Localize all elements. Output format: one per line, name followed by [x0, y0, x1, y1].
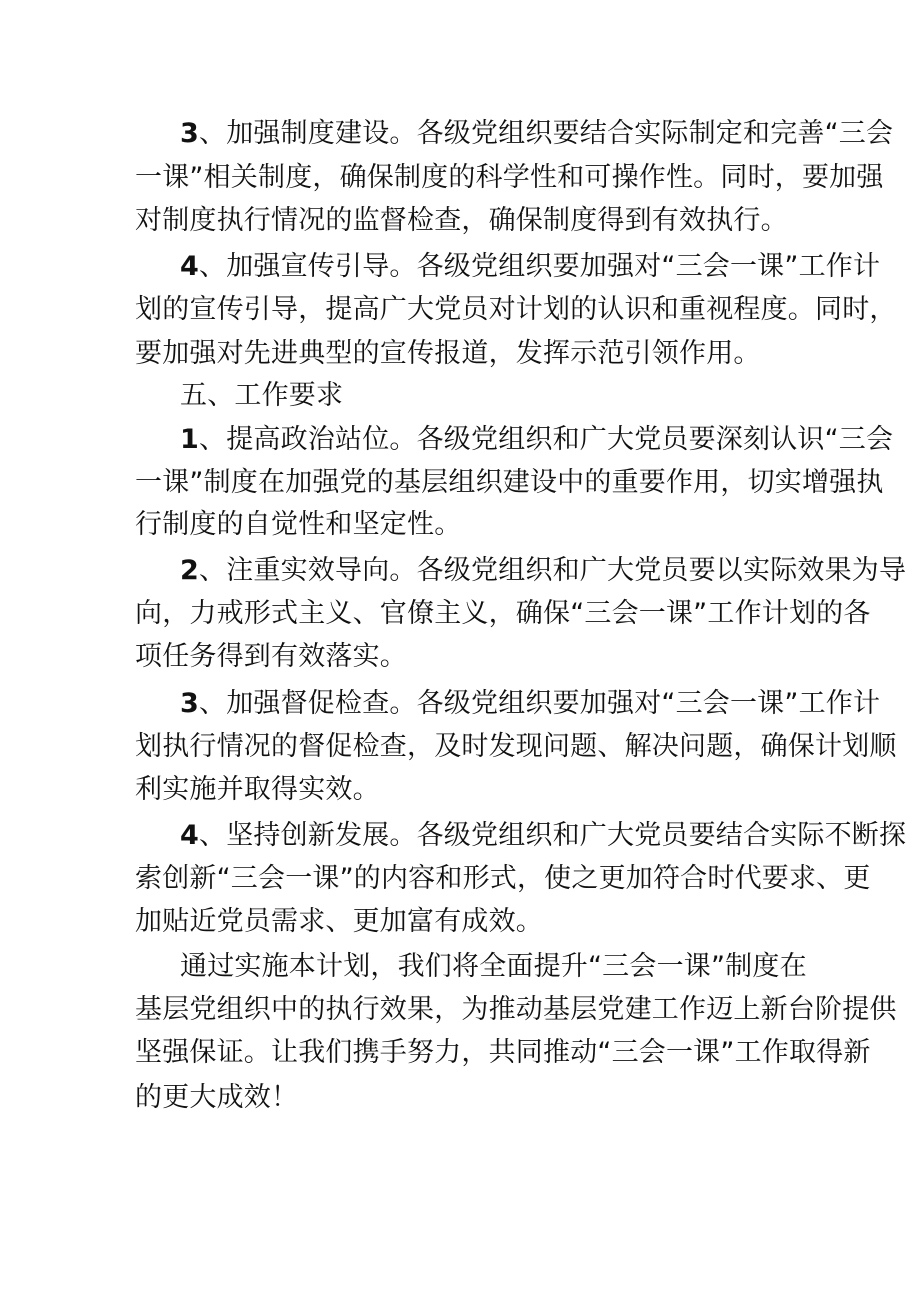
- item-number: 1: [180, 424, 199, 455]
- line-text: 、加强督促检查。各级党组织要加强对“三会一课”工作计: [199, 688, 881, 719]
- paragraph-line: [135, 725, 897, 769]
- line-text: 、坚持创新发展。各级党组织和广大党员要结合实际不断探: [199, 820, 907, 851]
- paragraph-line: [135, 461, 884, 505]
- line-text: 一课”制度在加强党的基层组织建设中的重要作用，切实增强执: [135, 467, 884, 498]
- line-text: 、注重实效导向。各级党组织和广大党员要以实际效果为导: [199, 555, 907, 586]
- paragraph-line: [135, 332, 835, 376]
- line-text: 利实施并取得实效。: [135, 774, 380, 805]
- line-text: 基层党组织中的执行效果，为推动基层党建工作迈上新台阶提供: [135, 994, 897, 1025]
- line-text: 、提高政治站位。各级党组织和广大党员要深刻认识“三会: [199, 424, 894, 455]
- item-number: 3: [180, 688, 199, 719]
- paragraph-line: [180, 112, 894, 156]
- paragraph-line: [135, 635, 835, 679]
- paragraph-line: [180, 418, 894, 462]
- paragraph-line: [135, 288, 897, 332]
- paragraph-line: [180, 945, 820, 989]
- item-number: 3: [180, 118, 199, 149]
- line-text: 坚强保证。让我们携手努力，共同推动“三会一课”工作取得新: [135, 1037, 871, 1068]
- paragraph-line: [180, 245, 881, 289]
- paragraph-line: [135, 156, 884, 200]
- paragraph-line: [135, 503, 835, 547]
- paragraph-line: [135, 1031, 871, 1075]
- paragraph-line: [135, 768, 835, 812]
- line-text: 、加强制度建设。各级党组织要结合实际制定和完善“三会: [199, 118, 894, 149]
- line-text: 索创新“三会一课”的内容和形式，使之更加符合时代要求、更: [135, 863, 871, 894]
- line-text: 划执行情况的督促检查，及时发现问题、解决问题，确保计划顺: [135, 731, 897, 762]
- line-text: 的更大成效！: [135, 1082, 299, 1113]
- line-text: 划的宣传引导，提高广大党员对计划的认识和重视程度。同时，: [135, 294, 897, 325]
- paragraph-line: [135, 988, 897, 1032]
- line-text: 向，力戒形式主义、官僚主义，确保“三会一课”工作计划的各: [135, 598, 871, 629]
- paragraph-line: [180, 814, 907, 858]
- item-number: 2: [180, 555, 199, 586]
- line-text: 项任务得到有效落实。: [135, 641, 407, 672]
- line-text: 通过实施本计划，我们将全面提升“三会一课”制度在: [180, 951, 807, 982]
- item-number: 4: [180, 251, 199, 282]
- paragraph-line: [180, 549, 907, 593]
- paragraph-line: [135, 199, 835, 243]
- section-heading: 五、工作要求: [180, 380, 344, 411]
- paragraph-line: [135, 857, 871, 901]
- paragraph-line: [180, 682, 881, 726]
- paragraph-line: [135, 1076, 835, 1120]
- paragraph-line: [135, 592, 871, 636]
- line-text: 一课”相关制度，确保制度的科学性和可操作性。同时，要加强: [135, 162, 884, 193]
- line-text: 、加强宣传引导。各级党组织要加强对“三会一课”工作计: [199, 251, 881, 282]
- line-text: 行制度的自觉性和坚定性。: [135, 509, 462, 540]
- item-number: 4: [180, 820, 199, 851]
- line-text: 加贴近党员需求、更加富有成效。: [135, 906, 543, 937]
- line-text: 对制度执行情况的监督检查，确保制度得到有效执行。: [135, 205, 788, 236]
- line-text: 要加强对先进典型的宣传报道，发挥示范引领作用。: [135, 338, 761, 369]
- paragraph-line: [135, 900, 835, 944]
